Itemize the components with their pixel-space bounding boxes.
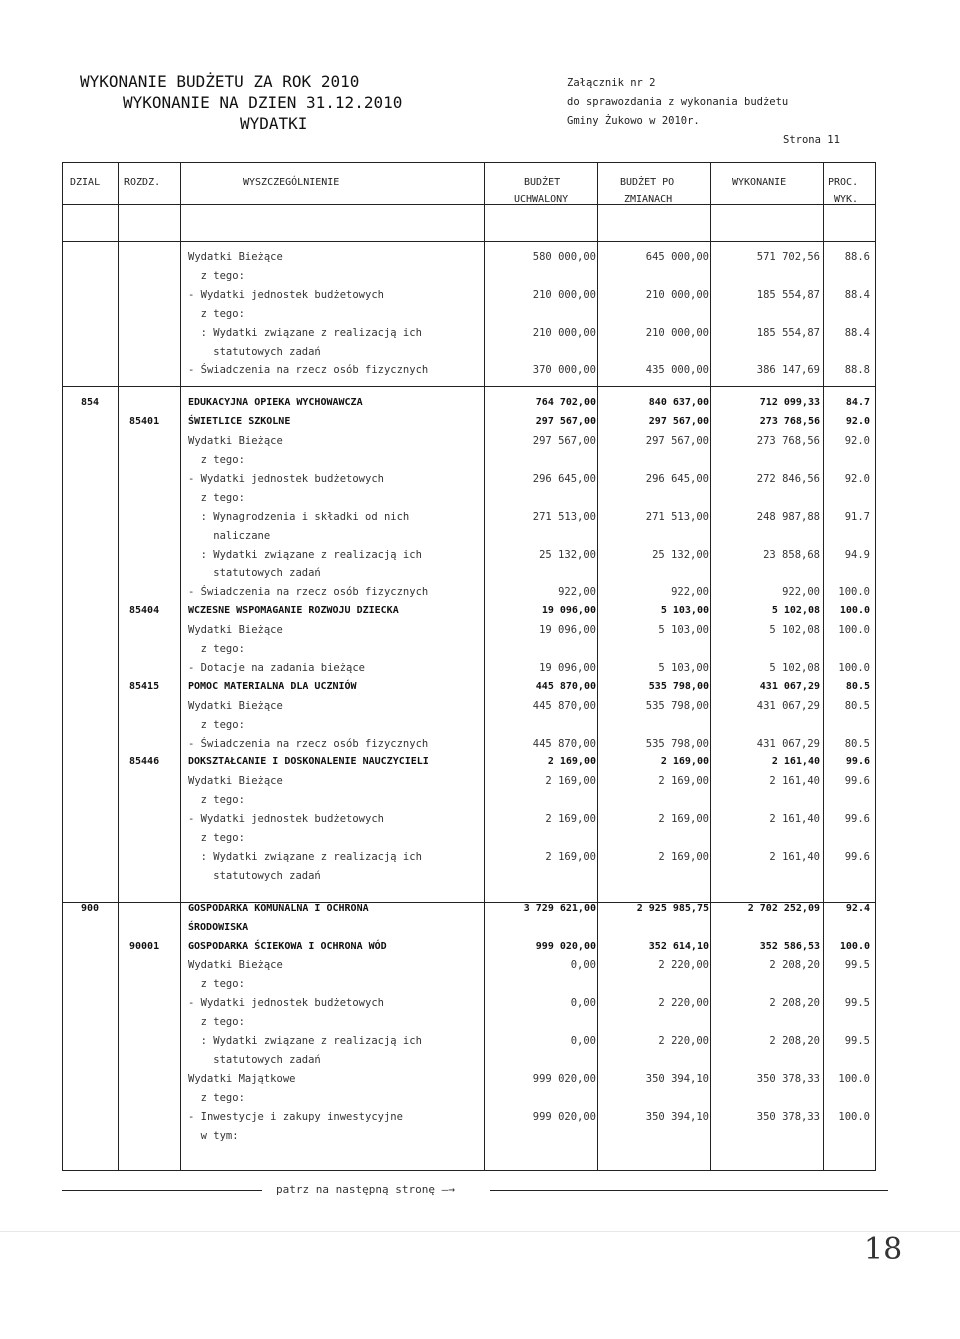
row-description: z tego: [188,491,245,504]
budzet-uchwalony-value: 0,00 [570,1035,596,1047]
procent-wykonania-value: 100.0 [839,605,870,617]
budzet-po-zmianach-value: 435 000,00 [645,364,709,377]
report-title: WYKONANIE BUDŻETU ZA ROK 2010 [80,72,360,91]
procent-wykonania-value: 92.4 [845,902,870,914]
procent-wykonania-value: 99.6 [845,756,870,768]
procent-wykonania-value: 88.4 [844,288,870,301]
wykonanie-value: 571 702,56 [756,251,820,263]
row-description: ŚWIETLICE SZKOLNE [188,416,291,428]
row-description: z tego: [188,643,245,655]
budzet-po-zmianach-value: 2 169,00 [658,850,709,863]
budzet-po-zmianach-value: 2 169,00 [660,756,709,768]
procent-wykonania-value: 91.7 [844,510,870,523]
row-description: Wydatki Bieżące [188,251,283,263]
page-label: Strona 11 [783,134,840,146]
budzet-po-zmianach-value: 5 103,00 [658,624,709,637]
scan-edge [0,1231,960,1232]
budzet-po-zmianach-value: 535 798,00 [645,699,709,712]
row-description: - Wydatki jednostek budżetowych [188,288,384,301]
budzet-po-zmianach-value: 645 000,00 [645,251,709,263]
budzet-po-zmianach-value: 210 000,00 [645,288,709,301]
budzet-uchwalony-value: 19 096,00 [541,605,596,617]
column-header-rozdz: ROZDZ. [124,177,161,188]
row-description: : Wydatki związane z realizacją ich [188,326,422,339]
procent-wykonania-value: 99.6 [844,775,870,788]
budzet-uchwalony-value: 580 000,00 [532,251,596,263]
wykonanie-value: 2 702 252,09 [747,902,820,914]
report-section: WYDATKI [240,114,308,133]
wykonanie-value: 23 858,68 [763,548,820,561]
wykonanie-value: 5 102,08 [769,661,820,674]
wykonanie-value: 2 208,20 [769,997,820,1010]
column-border [180,162,181,1170]
procent-wykonania-value: 80.5 [845,680,870,692]
body-top-border [62,241,876,242]
row-description: POMOC MATERIALNA DLA UCZNIÓW [188,680,357,692]
budzet-uchwalony-value: 19 096,00 [539,624,596,637]
budzet-po-zmianach-value: 2 169,00 [658,813,709,826]
procent-wykonania-value: 99.5 [844,1035,870,1047]
budzet-uchwalony-value: 210 000,00 [532,326,596,339]
budzet-po-zmianach-value: 297 567,00 [645,435,709,448]
wykonanie-value: 5 102,08 [771,605,820,617]
row-description: z tego: [188,832,245,844]
dzial-code: 854 [81,397,100,409]
budzet-po-zmianach-value: 271 513,00 [645,510,709,523]
budzet-po-zmianach-value: 2 220,00 [658,997,709,1010]
continue-note [276,1183,455,1196]
row-description: Wydatki Bieżące [188,775,283,788]
budzet-uchwalony-value: 3 729 621,00 [523,902,596,914]
row-description: ŚRODOWISKA [188,921,249,933]
row-description: z tego: [188,978,245,991]
handwritten-page-number: 18 [864,1232,903,1267]
row-description: Wydatki Bieżące [188,435,283,448]
budzet-uchwalony-value: 2 169,00 [545,813,596,826]
row-description: z tego: [188,794,245,807]
rozdzial-code: 85446 [129,756,160,768]
row-description: : Wydatki związane z realizacją ich [188,548,422,561]
wykonanie-value: 431 067,29 [756,737,820,750]
wykonanie-value: 248 987,88 [756,510,820,523]
row-description: EDUKACYJNA OPIEKA WYCHOWAWCZA [188,397,363,409]
row-description: : Wydatki związane z realizacją ich [188,850,422,863]
budzet-uchwalony-value: 999 020,00 [532,1072,596,1085]
budzet-po-zmianach-value: 352 614,10 [648,940,709,952]
row-description: Wydatki Majątkowe [188,1072,296,1085]
wykonanie-value: 431 067,29 [756,699,820,712]
row-description: - Świadczenia na rzecz osób fizycznych [188,364,429,377]
budzet-uchwalony-value: 445 870,00 [532,699,596,712]
budzet-uchwalony-value: 999 020,00 [532,1110,596,1123]
wykonanie-value: 431 067,29 [759,680,820,692]
row-description: statutowych zadań [188,869,321,882]
wykonanie-value: 2 208,20 [769,959,820,972]
column-header-dzial: DZIAL [70,177,101,188]
column-border [823,162,824,1170]
budzet-po-zmianach-value: 25 132,00 [652,548,709,561]
row-description: - Wydatki jednostek budżetowych [188,472,384,485]
budzet-uchwalony-value: 297 567,00 [532,435,596,448]
column-border [710,162,711,1170]
row-description: Wydatki Bieżące [188,624,283,637]
column-border [597,162,598,1170]
wykonanie-value: 185 554,87 [756,326,820,339]
procent-wykonania-value: 88.6 [844,251,870,263]
column-header-opis: WYSZCZEGÓLNIENIE [243,177,340,188]
column-border [875,162,876,1170]
wykonanie-value: 350 378,33 [756,1072,820,1085]
budzet-po-zmianach-value: 2 169,00 [658,775,709,788]
row-description: naliczane [188,529,271,542]
procent-wykonania-value: 100.0 [838,586,870,599]
procent-wykonania-value: 88.8 [844,364,870,377]
wykonanie-value: 272 846,56 [756,472,820,485]
column-header-po-zmianach: BUDŻET PO [620,177,675,188]
procent-wykonania-value: 99.5 [844,997,870,1010]
row-description: statutowych zadań [188,345,321,358]
annex-description: do sprawozdania z wykonania budżetu [567,96,789,108]
table-bottom-border [62,1170,876,1171]
procent-wykonania-value: 100.0 [838,1072,870,1085]
row-description: - Dotacje na zadania bieżące [188,661,366,674]
row-description: z tego: [188,307,245,320]
procent-wykonania-value: 99.5 [844,959,870,972]
row-description: z tego: [188,454,245,466]
row-description: - Wydatki jednostek budżetowych [188,997,384,1010]
row-description: GOSPODARKA ŚCIEKOWA I OCHRONA WÓD [188,940,387,952]
column-header-proc-sub: WYK. [834,194,859,205]
budzet-po-zmianach-value: 2 925 985,75 [636,902,709,914]
footer-rule [62,1190,262,1191]
rozdzial-code: 90001 [129,940,160,952]
budzet-po-zmianach-value: 535 798,00 [648,680,709,692]
budzet-po-zmianach-value: 535 798,00 [645,737,709,750]
budzet-po-zmianach-value: 350 394,10 [645,1072,709,1085]
column-header-wykonanie: WYKONANIE [732,177,787,188]
budzet-uchwalony-value: 271 513,00 [532,510,596,523]
budzet-po-zmianach-value: 5 103,00 [658,661,709,674]
column-border [484,162,485,1170]
budzet-uchwalony-value: 445 870,00 [535,680,596,692]
budzet-po-zmianach-value: 2 220,00 [658,1035,709,1047]
row-description: GOSPODARKA KOMUNALNA I OCHRONA [188,902,369,914]
procent-wykonania-value: 99.6 [844,850,870,863]
procent-wykonania-value: 94.9 [844,548,870,561]
column-header-budzet-sub: UCHWALONY [514,194,569,205]
annex-municipality: Gminy Żukowo w 2010r. [567,115,700,127]
procent-wykonania-value: 80.5 [844,699,870,712]
wykonanie-value: 2 208,20 [769,1035,820,1047]
column-header-proc: PROC. [828,177,859,188]
procent-wykonania-value: 92.0 [845,416,870,428]
row-description: z tego: [188,1016,245,1029]
procent-wykonania-value: 100.0 [838,624,870,637]
rozdzial-code: 85404 [129,605,160,617]
row-description: DOKSZTAŁCANIE I DOSKONALENIE NAUCZYCIELI [188,756,429,768]
wykonanie-value: 386 147,69 [756,364,820,377]
rozdzial-code: 85401 [129,416,160,428]
budzet-uchwalony-value: 0,00 [570,997,596,1010]
budzet-uchwalony-value: 764 702,00 [535,397,596,409]
wykonanie-value: 712 099,33 [759,397,820,409]
procent-wykonania-value: 92.0 [844,435,870,448]
wykonanie-value: 2 161,40 [769,813,820,826]
budzet-po-zmianach-value: 922,00 [671,586,709,599]
procent-wykonania-value: 92.0 [844,472,870,485]
wykonanie-value: 350 378,33 [756,1110,820,1123]
section-separator [62,386,876,387]
column-border [118,162,119,1170]
budzet-po-zmianach-value: 350 394,10 [645,1110,709,1123]
row-description: w tym: [188,1129,239,1142]
budzet-po-zmianach-value: 210 000,00 [645,326,709,339]
wykonanie-value: 273 768,56 [759,416,820,428]
footer-rule [490,1190,888,1191]
budzet-uchwalony-value: 2 169,00 [545,775,596,788]
wykonanie-value: 5 102,08 [769,624,820,637]
procent-wykonania-value: 100.0 [838,661,870,674]
budzet-uchwalony-value: 2 169,00 [547,756,596,768]
budzet-uchwalony-value: 297 567,00 [535,416,596,428]
budzet-po-zmianach-value: 5 103,00 [660,605,709,617]
arrow-right-icon: → [448,1183,455,1196]
column-border [62,162,63,1170]
wykonanie-value: 185 554,87 [756,288,820,301]
column-header-budzet: BUDŻET [524,177,561,188]
dzial-code: 900 [81,902,100,914]
wykonanie-value: 2 161,40 [769,775,820,788]
budzet-uchwalony-value: 296 645,00 [532,472,596,485]
report-date: WYKONANIE NA DZIEN 31.12.2010 [123,93,403,112]
row-description: z tego: [188,1091,245,1104]
row-description: - Wydatki jednostek budżetowych [188,813,384,826]
row-description: - Inwestycje i zakupy inwestycyjne [188,1110,403,1123]
budzet-po-zmianach-value: 296 645,00 [645,472,709,485]
row-description: : Wydatki związane z realizacją ich [188,1035,422,1047]
row-description: z tego: [188,718,245,731]
budzet-po-zmianach-value: 297 567,00 [648,416,709,428]
procent-wykonania-value: 99.6 [844,813,870,826]
procent-wykonania-value: 88.4 [844,326,870,339]
budzet-uchwalony-value: 999 020,00 [535,940,596,952]
procent-wykonania-value: 80.5 [844,737,870,750]
wykonanie-value: 273 768,56 [756,435,820,448]
row-description: : Wynagrodzenia i składki od nich [188,510,410,523]
continue-text: patrz na następną stronę — [276,1183,449,1196]
row-description: - Świadczenia na rzecz osób fizycznych [188,737,429,750]
wykonanie-value: 2 161,40 [769,850,820,863]
budzet-po-zmianach-value: 840 637,00 [648,397,709,409]
row-description: statutowych zadań [188,567,321,580]
procent-wykonania-value: 100.0 [838,1110,870,1123]
row-description: statutowych zadań [188,1053,321,1066]
table-top-border [62,162,876,163]
rozdzial-code: 85415 [129,680,160,692]
budzet-uchwalony-value: 922,00 [558,586,596,599]
header-bottom-border [62,204,876,205]
budzet-uchwalony-value: 445 870,00 [532,737,596,750]
row-description: Wydatki Bieżące [188,699,283,712]
budzet-uchwalony-value: 370 000,00 [532,364,596,377]
budzet-uchwalony-value: 210 000,00 [532,288,596,301]
row-description: z tego: [188,269,245,282]
procent-wykonania-value: 84.7 [845,397,870,409]
procent-wykonania-value: 100.0 [839,940,870,952]
wykonanie-value: 2 161,40 [771,756,820,768]
row-description: - Świadczenia na rzecz osób fizycznych [188,586,429,599]
budzet-po-zmianach-value: 2 220,00 [658,959,709,972]
annex-number: Załącznik nr 2 [567,77,656,89]
budzet-uchwalony-value: 25 132,00 [539,548,596,561]
budzet-uchwalony-value: 0,00 [570,959,596,972]
budzet-uchwalony-value: 2 169,00 [545,850,596,863]
column-header-po-zmianach-sub: ZMIANACH [624,194,673,205]
row-description: WCZESNE WSPOMAGANIE ROZWOJU DZIECKA [188,605,399,617]
row-description: Wydatki Bieżące [188,959,283,972]
wykonanie-value: 352 586,53 [759,940,820,952]
wykonanie-value: 922,00 [782,586,820,599]
budzet-uchwalony-value: 19 096,00 [539,661,596,674]
